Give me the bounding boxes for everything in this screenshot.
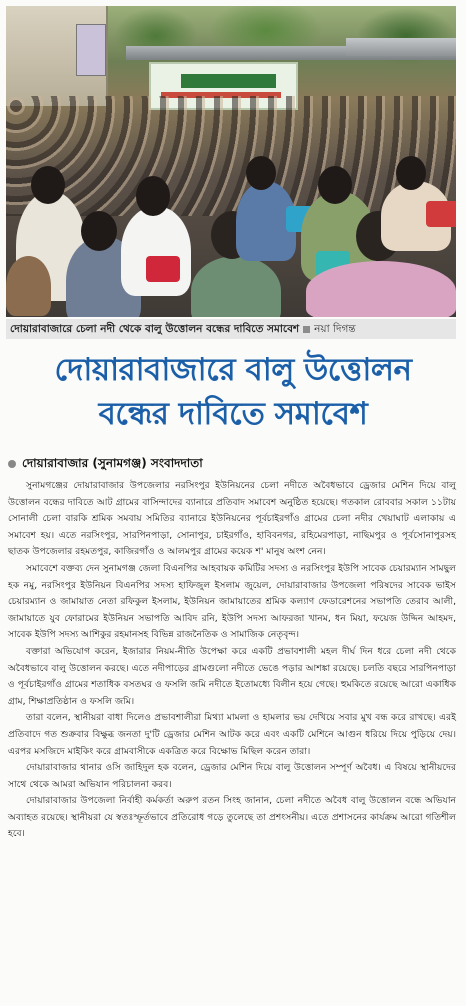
caption-separator-icon <box>303 326 310 333</box>
audience-member <box>6 256 51 316</box>
audience-head <box>318 166 352 204</box>
red-chair <box>426 201 456 227</box>
audience-head <box>396 156 426 190</box>
byline-text: দোয়ারাবাজার (সুনামগঞ্জ) সংবাদদাতা <box>22 456 203 470</box>
paragraph: সমাবেশে বক্তব্য দেন সুনামগঞ্জ জেলা বিএনপির আহবায়ক কমিটির সদস্য ও নরসিংপুর ইউপি সাবেক চেয়ারম্যান সামছুল হক নমু, নরসিংপুর ইউনিয়ন বিএনপির সদস্য হাফিজুল ইসলাম জুয়েল, দোয়ারাবাজার উপজেলা পরিষদের সাবেক ভাইস চেয়ারম্যান ও জামায়াত নেতা রফিকুল ইসলাম, ইউনিয়ন জামায়াতের শ্রমিক কল্যাণ ফেডারেশনের সভাপতি তেরাব আলী, জামায়াতে যুব ফোরামের ইউনিয়ন সভাপতি আবিদ রনি, ইউপি সদস্য আফরজা খানম, ধন মিয়া, ফয়েজ উদ্দিন আহমদ, সাবেক ইউপি সদস্য আশিকুর রহমানসহ বিভিন্ন রাজনৈতিক ও সামাজিক নেতৃবৃন্দ। <box>8 562 456 641</box>
red-chair <box>146 256 180 282</box>
audience-member <box>121 206 191 296</box>
bullet-icon <box>8 460 16 468</box>
paragraph: বক্তারা অভিযোগ করেন, ইজারার নিয়ম-নীতি উপেক্ষা করে একটি প্রভাবশালী মহল দীর্ঘ দিন ধরে চেলা নদী থেকে অবৈধভাবে বালু উত্তোলন করছে। এতে নদীপাড়ের গ্রামগুলো নদীতে ভেঙে পড়ার আশঙ্কা রয়েছে। চলতি বছরে সারপিনপাড়া ও পূর্বচাইরগাঁও গ্রামের শতাধিক বসতঘর ও ফসলি জমি নদীতে ইতোমধ্যে বিলীন হয়ে গেছে। হুমকিতে রয়েছে আরো একাধিক গ্রাম, শিক্ষাপ্রতিষ্ঠান ও ফসলি জমি। <box>8 645 456 707</box>
article-body <box>8 478 456 843</box>
headline <box>6 348 460 436</box>
audience-head <box>246 156 276 190</box>
building <box>6 6 108 106</box>
banner-band <box>181 74 276 88</box>
audience-head <box>136 176 170 216</box>
headline-line-2: বন্ধের দাবিতে সমাবেশ <box>98 396 368 432</box>
paragraph: দোয়ারাবাজার থানার ওসি জাহিদুল হক বলেন, ড্রেজার মেশিন দিয়ে বালু উত্তোলন সম্পূর্ণ অবৈধ। এ বিষয়ে স্থানীয়দের সাথে থেকে আমরা অভিযান পরিচালনা করব। <box>8 762 456 790</box>
signboard <box>76 24 106 76</box>
audience-head <box>31 166 65 204</box>
caption-text: দোয়ারাবাজারে চেলা নদী থেকে বালু উত্তোলন বন্ধের দাবিতে সমাবেশ <box>10 323 300 335</box>
paragraph: সুনামগঞ্জের দোয়ারাবাজার উপজেলার নরসিংপুর ইউনিয়নের চেলা নদীতে অবৈধভাবে ড্রেজার মেশিন দিয়ে বালু উত্তোলন বন্ধের দাবিতে আট গ্রামের বাসিন্দাদের ব্যানারে প্রতিবাদ সমাবেশ অনুষ্ঠিত হয়েছে। গতকাল রোববার সকাল ১১টায় সোনালী চেলা বারকি শ্রমিক সমবায় সমিতির ব্যানারে ইউনিয়নের পূর্বচাইরগাঁও গ্রামের চেলা নদীর খেয়াঘাট এলাকায় এ সমাবেশ হয়। এতে নরসিংপুর, সারপিনপাড়া, সোনাপুর, চাইরগাঁও, হাবিবনগর, রহিমেরপাড়া, নাছিমপুর ও পূর্বসোনাপুরসহ ছাতক উপজেলার রহমতপুর, কাজিরগাঁও ও আলমপুর গ্রামের কয়েক শ' মানুষ অংশ নেন। <box>8 480 456 558</box>
paragraph: দোয়ারাবাজার উপজেলা নির্বাহী কর্মকর্তা অরুপ রতন সিংহ জানান, চেলা নদীতে অবৈধ বালু উত্তোলন বন্ধে অভিযান অব্যাহত রয়েছে। স্থানীয়রা যে স্বতঃস্ফূর্তভাবে প্রতিরোধ গড়ে তুলেছে তা প্রশংসনীয়। এতে প্রশাসনের কার্যক্রম আরো গতিশীল হবে। <box>8 795 456 840</box>
audience-member <box>191 256 281 317</box>
photo-caption <box>6 319 456 339</box>
caption-credit: নয়া দিগন্ত <box>314 323 356 335</box>
paragraph: তারা বলেন, স্থানীয়রা বাধা দিলেও প্রভাবশালীরা মিথ্যা মামলা ও হামলার ভয় দেখিয়ে সবার মুখ বন্ধ করে রাখছে। এরই প্রতিবাদে গত শুক্রবার বিক্ষুব্ধ জনতা দু'টি ড্রেজার মেশিন আটক করে এবং একটি মেশিনে আগুন ধরিয়ে দিয়ে পুড়িয়ে দেয়। এরপর মসজিদে মাইকিং করে গ্রামবাসীকে একত্রিত করে বিক্ষোভ মিছিল করেন তারা। <box>8 712 456 757</box>
headline-line-1: দোয়ারাবাজারে বালু উত্তোলন <box>54 352 412 388</box>
audience-head <box>81 211 117 251</box>
byline <box>8 455 458 475</box>
tin-roof-right <box>346 38 456 56</box>
audience-member <box>306 261 456 317</box>
rally-photo <box>6 6 456 317</box>
